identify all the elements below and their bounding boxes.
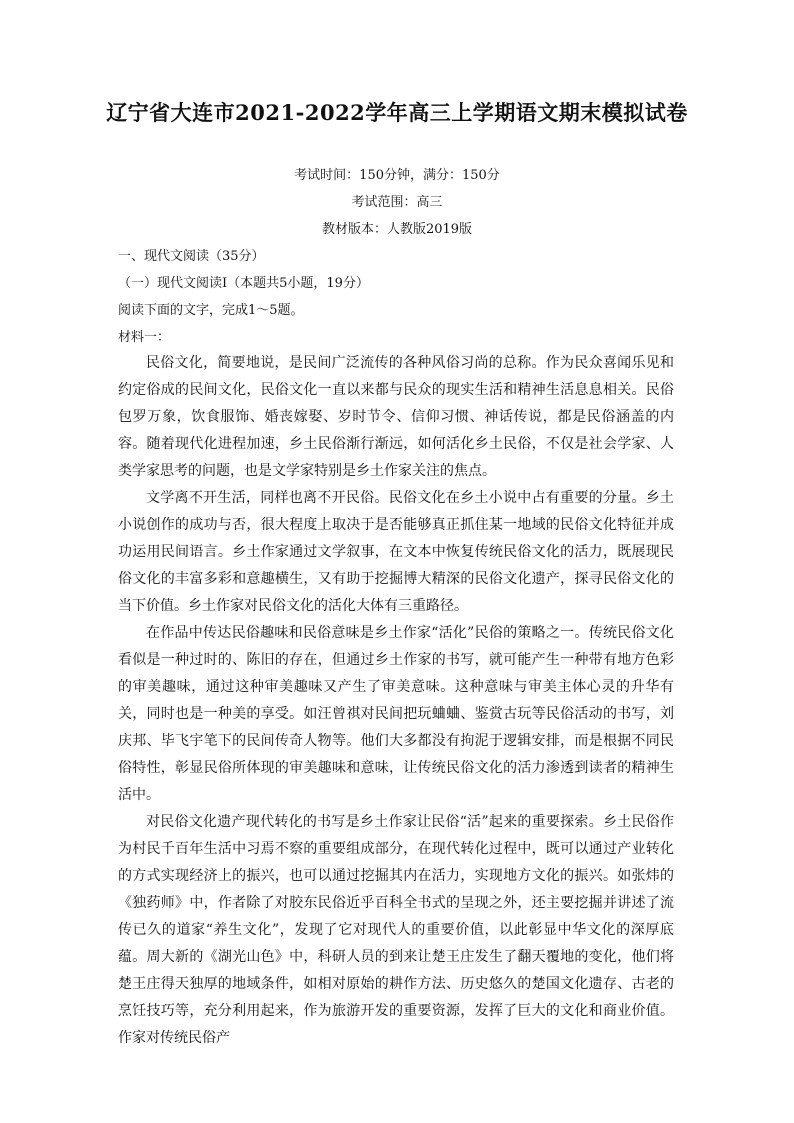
passage-paragraph: 对民俗文化遗产现代转化的书写是乡土作家让民俗“活”起来的重要探索。乡土民俗作为村民千百年生活中习焉不察的重要组成部分，在现代转化过程中，既可以通过产业转化的方式实现经济上的振兴，也可以通过挖掘其内在活力，实现地方文化的振兴。如张炜的《独药师》中，作者除了对胶东民俗近乎百科全书式的呈现之外，还主要挖掘并讲述了流传已久的道家“养生文化”，发现了它对现代人的重要价值，以此彰显中华文化的深厚底蕴。周大新的《湖光山色》中，科研人员的到来让楚王庄发生了翻天覆地的变化，他们将楚王庄得天独厚的地域条件，如相对原始的耕作方法、历史悠久的楚国文化遗存、古老的烹饪技巧等，充分利用起来，作为旅游开发的重要资源，发挥了巨大的文化和商业价值。作家对传统民俗产 xyxy=(118,814,674,1046)
exam-title: 辽宁省大连市2021-2022学年高三上学期语文期末模拟试卷 xyxy=(106,100,688,125)
exam-meta xyxy=(0,162,794,243)
passage-paragraph: 在作品中传达民俗趣味和民俗意味是乡土作家“活化”民俗的策略之一。传统民俗文化看似是一种过时的、陈旧的存在，但通过乡土作家的书写，就可能产生一种带有地方色彩的审美趣味，通过这种审美趣味又产生了审美意味。这种意味与审美主体心灵的升华有关，同时也是一种美的享受。如汪曾祺对民间把玩蛐蛐、鉴赏古玩等民俗活动的书写，刘庆邦、毕飞宇笔下的民间传奇人物等。他们大多都没有拘泥于逻辑安排，而是根据不同民俗特性，彰显民俗所体现的审美趣味和意味，让传统民俗文化的活力渗透到读者的精神生活中。 xyxy=(118,625,674,803)
textbook-version-line: 教材版本：人教版2019版 xyxy=(321,222,473,237)
instruction-line: 阅读下面的文字，完成1～5题。 xyxy=(118,303,304,318)
exam-time-line: 考试时间：150分钟，满分：150分 xyxy=(294,168,500,183)
material-label: 材料一： xyxy=(118,330,171,345)
reading-passage xyxy=(118,350,674,1052)
exam-scope-line: 考试范围：高三 xyxy=(351,195,443,210)
passage-paragraph: 文学离不开生活，同样也离不开民俗。民俗文化在乡土小说中占有重要的分量。乡土小说创作的成功与否，很大程度上取决于是否能够真正抓住某一地域的民俗文化特征并成功运用民间语言。乡土作家通过文学叙事，在文本中恢复传统民俗文化的活力，既展现民俗文化的丰富多彩和意趣横生，又有助于挖掘博大精深的民俗文化遗产，探寻民俗文化的当下价值。乡土作家对民俗文化的活化大体有三重路径。 xyxy=(118,490,674,614)
passage-paragraph: 民俗文化，简要地说，是民间广泛流传的各种风俗习尚的总称。作为民众喜闻乐见和约定俗成的民间文化，民俗文化一直以来都与民众的现实生活和精神生活息息相关。民俗包罗万象，饮食服饰、婚丧嫁娶、岁时节令、信仰习惯、神话传说，都是民俗涵盖的内容。随着现代化进程加速，乡土民俗渐行渐远，如何活化乡土民俗，不仅是社会学家、人类学家思考的问题，也是文学家特别是乡土作家关注的焦点。 xyxy=(118,355,674,479)
section-heading: 一、现代文阅读（35分） xyxy=(118,249,265,264)
section-headings xyxy=(118,243,369,351)
subsection-heading: （一）现代文阅读Ⅰ（本题共5小题，19分） xyxy=(118,276,369,291)
